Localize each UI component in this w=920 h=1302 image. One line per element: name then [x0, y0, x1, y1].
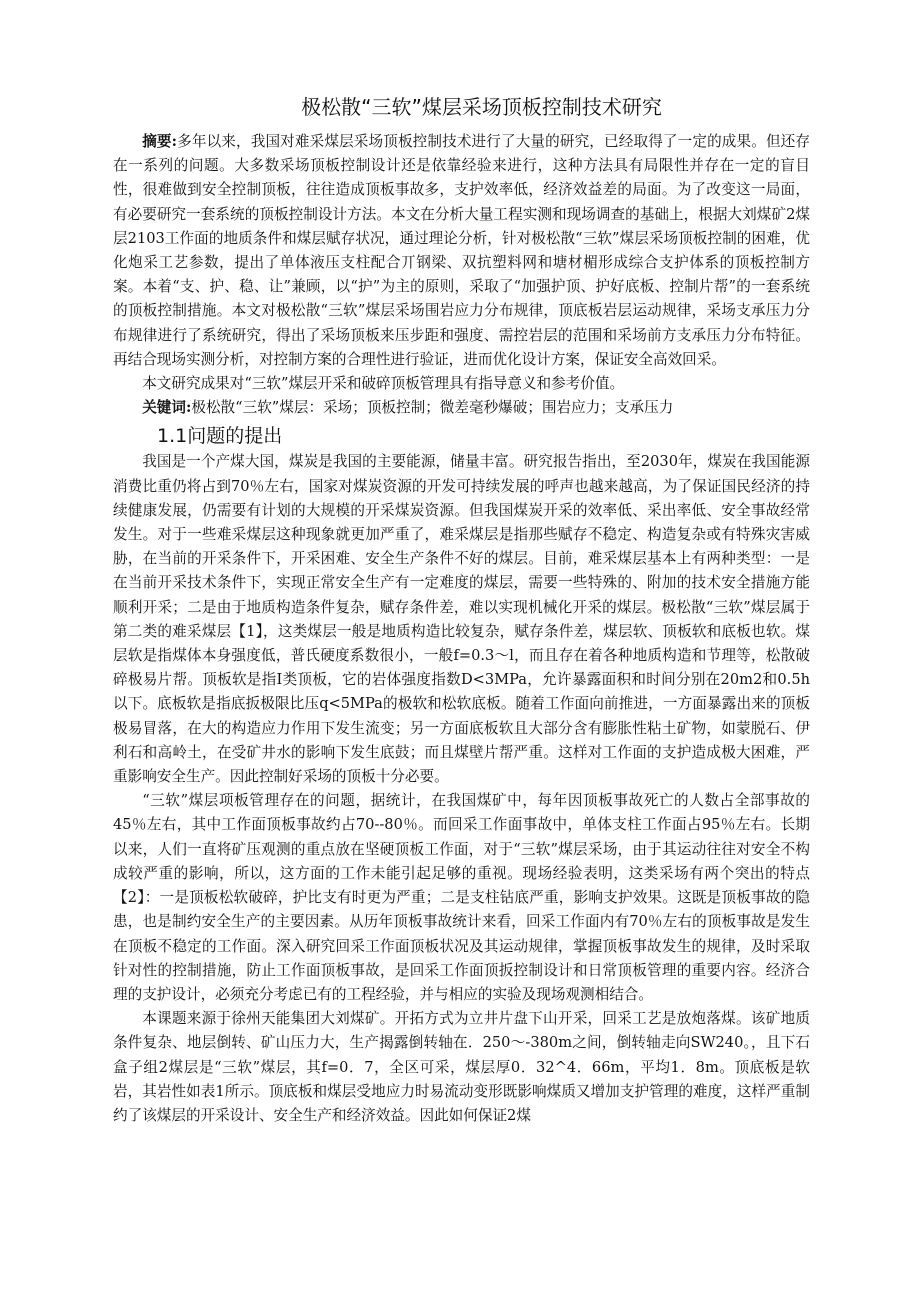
abstract-label: 摘要: — [142, 133, 178, 150]
body-paragraph-2: “三软”煤层项板管理存在的问题，据统计，在我国煤矿中，每年因顶板事故死亡的人数占全部事故的45％左右，其中工作面顶板事故约占70--80％。而回采工作面事故中，单体支柱工作面占95％左右。长期以来，人们一直将矿压观测的重点放在坚硬顶板工作面，对于“三软”煤层采场，由于其运动往往对安全不构成较严重的影响，所以，这方面的工作未能引起足够的重视。现场经验表明，这类采场有两个突出的特点【2】：一是顶板松软破碎，护比支有时更为严重；二是支柱钻底严重，影响支护效果。这既是顶板事故的隐患，也是制约安全生产的主要因素。从历年顶板事故统计来看，回采工作面内有70％左右的顶板事故是发生在顶板不稳定的工作面。深入研究回采工作面顶板状况及其运动规律，掌握顶板事故发生的规律，及时采取针对性的控制措施，防止工作面顶板事故，是回采工作面顶扳控制设计和日常顶板管理的重要内容。经济合理的支护设计，必须充分考虑已有的工程经验，并与相应的实验及现场观测相结合。 — [113, 792, 810, 1003]
keywords-text: 极松散“三软”煤层：采场；顶板控制；微差毫秒爆破；围岩应力；支承压力 — [191, 399, 674, 417]
body-paragraph-1: 我国是一个产煤大国，煤炭是我国的主要能源，储量丰富。研究报告指出，至2030年，煤炭在我国能源消费比重仍将占到70％左右，国家对煤炭资源的开发可持续发展的呼声也越来越高，为了保证国民经济的持续健康发展，仍需要有计划的大规模的开采煤炭资源。但我国煤炭开采的效率低、采出率低、安全事故经常发生。对于一些难采煤层这种现象就更加严重了，难采煤层是指那些赋存不稳定、构造复杂或有特殊灾害威胁，在当前的开采条件下，开采困难、安全生产条件不好的煤层。目前，难采煤层基本上有两种类型：一是在当前开采技术条件下，实现正常安全生产有一定难度的煤层，需要一些特殊的、附加的技术安全措施方能顺利开采；二是由于地质构造条件复杂，赋存条件差，难以实现机械化开采的煤层。极松散“三软”煤层属于第二类的难采煤层【1】，这类煤层一般是地质构造比较复杂，赋存条件差，煤层软、顶板软和底板也软。煤层软是指煤体本身强度低，普氏硬度系数很小，一般f=0.3～l，而且存在着各种地质构造和节理等，松散破碎极易片帮。顶板软是指Ⅰ类顶板，它的岩体强度指数D<3MPa，允许暴露面积和时间分别在20m2和0.5h以下。底板软是指底扳极限比压q<5MPa的极软和松软底板。随着工作面向前推进，一方面暴露出来的顶板极易冒落，在大的构造应力作用下发生流变；另一方面底板软且大部分含有膨胀性粘土矿物，如蒙脱石、伊利石和高岭土，在受矿井水的影响下发生底鼓；而且煤壁片帮严重。这样对工作面的支护造成极大困难，严重影响安全生产。因此控制好采场的顶板十分必要。 — [113, 453, 810, 786]
abstract-text: 多年以来，我国对难采煤层采场顶板控制技术进行了大量的研究，已经取得了一定的成果。但还存在一系列的问题。大多数采场顶板控制设计还是依靠经验来进行，这种方法具有局限性并存在一定的盲目性，很难做到安全控制顶板，往往造成顶板事故多，支护效率低，经济效益差的局面。为了改变这一局面，有必要研究一套系统的顶板控制设计方法。本文在分析大量工程实测和现场调查的基础上，根据大刘煤矿2煤层2103工作面的地质条件和煤层赋存状况，通过理论分析，针对极松散“三软”煤层采场顶板控制的困难，优化炮采工艺参数，提出了单体液压支柱配合丌钢梁、双抗塑料网和塘材楣形成综合支护体系的顶板控制方案。本着“支、护、稳、让”兼顾，以“护”为主的原则，采取了“加强护顶、护好底板、控制片帮”的一套系统的顶板控制措施。本文对极松散“三软”煤层采场围岩应力分布规律，顶底板岩层运动规律，采场支承压力分布规律进行了系统研究，得出了采场顶板来压步距和强度、需控岩层的范围和采场前方支承压力分布特征。再结合现场实测分析，对控制方案的合理性进行验证，进而优化设计方案，保证安全高效回采。 — [113, 133, 810, 368]
significance-paragraph: 本文研究成果对“三软”煤层开采和破碎顶板管理具有指导意义和参考价值。 — [142, 375, 625, 393]
abstract-paragraph — [113, 130, 810, 372]
paper-title: 极松散“三软”煤层采场顶板控制技术研究 — [301, 95, 662, 119]
keywords-label: 关键词: — [142, 399, 192, 417]
body-paragraph-3: 本课题来源于徐州天能集团大刘煤矿。开拓方式为立井片盘下山开采，回采工艺是放炮落煤。该矿地质条件复杂、地层倒转、矿山压力大，生产揭露倒转轴在．250～-380m之间，倒转轴走向SW240。，且下石盒子组2煤层是“三软”煤层，其f=0．7，全区可采，煤层厚0．32^4．66m，平均1．8m。顶底板是软岩，其岩性如表1所示。顶底板和煤层受地应力时易流动变形既影响煤质又增加支护管理的难度，这样严重制约了该煤层的开采设计、安全生产和经济效益。因此如何保证2煤 — [113, 1010, 810, 1124]
keywords-paragraph — [113, 396, 810, 420]
section-heading: 1.1问题的提出 — [157, 425, 283, 448]
